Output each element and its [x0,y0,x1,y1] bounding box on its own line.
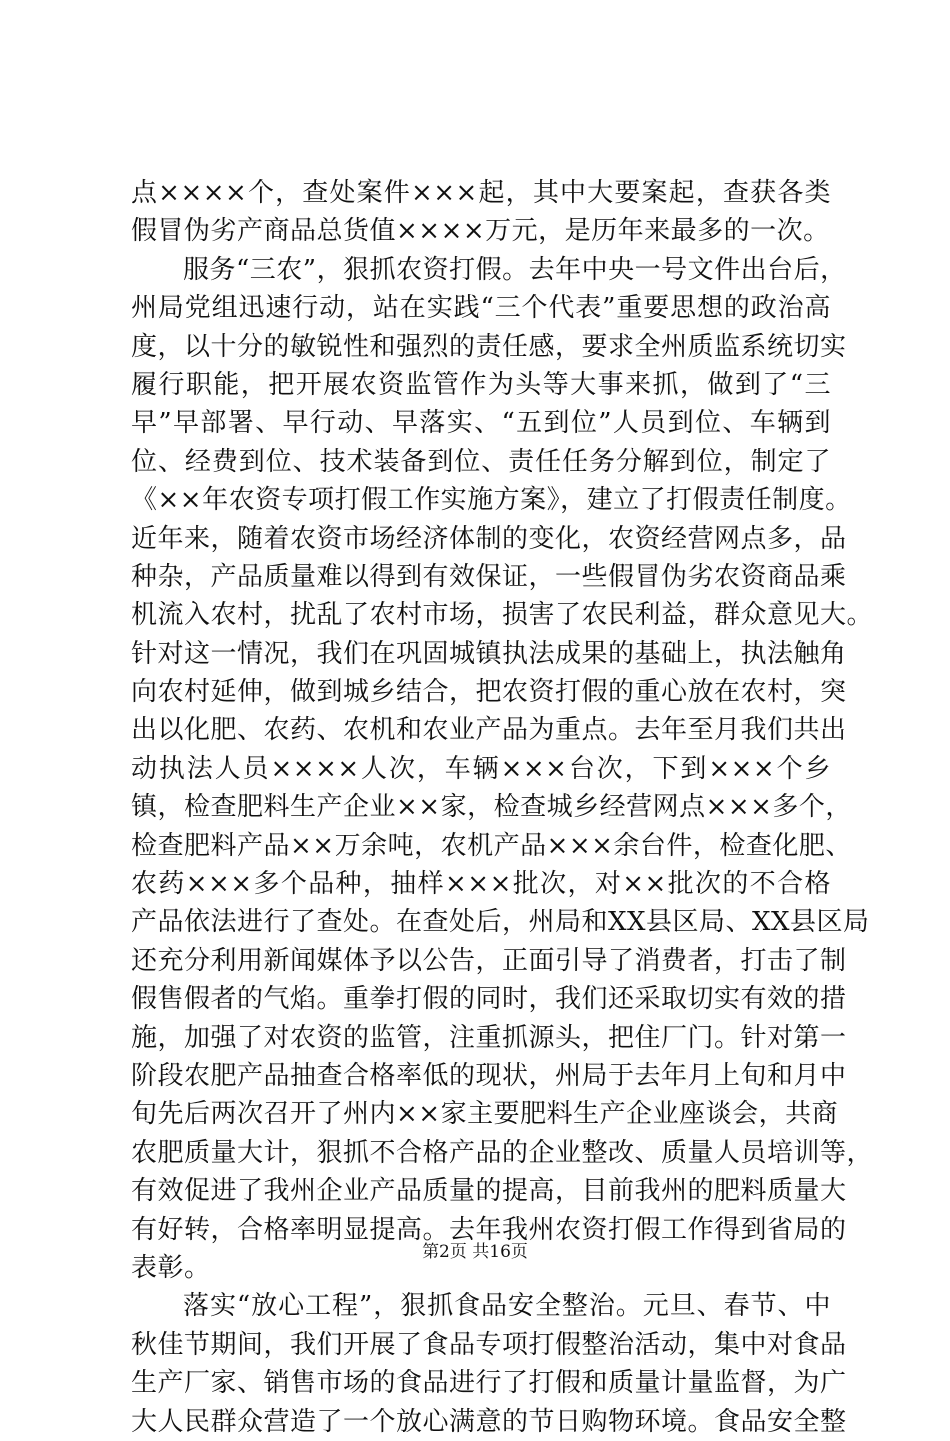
text-line: 产品依法进行了查处。在查处后，州局和XX县区局、XX县区局 [131,907,870,938]
text-line: 农肥质量大计，狠抓不合格产品的企业整改、质量人员培训等， [131,1137,874,1168]
text-line: 有好转，合格率明显提高。去年我州农资打假工作得到省局的 [131,1214,847,1245]
text-line: 检查肥料产品××万余吨，农机产品×××余台件，检查化肥、 [131,830,852,861]
text-line: 假冒伪劣产商品总货值××××万元，是历年来最多的一次。 [131,216,830,247]
text-line: 点××××个，查处案件×××起，其中大要案起，查获各类 [131,178,831,208]
text-line: 表彰。 [131,1252,211,1283]
page-footer: 第2页 共16页 [422,1242,528,1262]
text-line: 镇，检查肥料生产企业××家，检查城乡经营网点×××多个， [131,792,852,823]
text-line: 向农村延伸，做到城乡结合，把农资打假的重心放在农村，突 [131,677,847,708]
text-line: 农药×××多个品种，抽样×××批次，对××批次的不合格 [131,869,831,900]
text-line: 动执法人员××××人次，车辆×××台次，下到×××个乡 [131,753,831,784]
text-line: 生产厂家、销售市场的食品进行了打假和质量计量监督，为广 [131,1368,847,1399]
text-line: 落实“放心工程”，狠抓食品安全整治。元旦、春节、中 [183,1291,831,1322]
text-line: 针对这一情况，我们在巩固城镇执法成果的基础上，执法触角 [131,638,847,669]
text-line: 州局党组迅速行动，站在实践“三个代表”重要思想的政治高 [131,293,831,324]
text-line: 假售假者的气焰。重拳打假的同时，我们还采取切实有效的措 [131,984,847,1015]
text-line: 履行职能，把开展农资监管作为头等大事来抓，做到了“三 [131,369,831,400]
text-line: 位、经费到位、技术装备到位、责任任务分解到位，制定了 [131,446,831,477]
text-line: 阶段农肥产品抽查合格率低的现状，州局于去年月上旬和月中 [131,1060,847,1091]
text-line: 还充分利用新闻媒体予以公告，正面引导了消费者，打击了制 [131,945,847,976]
text-line: 有效促进了我州企业产品质量的提高，目前我州的肥料质量大 [131,1176,847,1207]
text-line: 旬先后两次召开了州内××家主要肥料生产企业座谈会，共商 [131,1099,839,1130]
text-line: 大人民群众营造了一个放心满意的节日购物环境。食品安全整 [131,1406,847,1437]
text-line: 出以化肥、农药、农机和农业产品为重点。去年至月我们共出 [131,715,847,746]
text-line: 近年来，随着农资市场经济体制的变化，农资经营网点多，品 [131,523,847,554]
text-line: 服务“三农”，狠抓农资打假。去年中央一号文件出台后， [183,254,847,285]
text-line: 机流入农村，扰乱了农村市场，损害了农民利益，群众意见大。 [131,600,874,631]
text-line: 度，以十分的敏锐性和强烈的责任感，要求全州质监系统切实 [131,331,847,362]
text-line: 秋佳节期间，我们开展了食品专项打假整治活动，集中对食品 [131,1329,847,1360]
text-line: 种杂，产品质量难以得到有效保证，一些假冒伪劣农资商品乘 [131,561,847,592]
text-line: 施，加强了对农资的监管，注重抓源头，把住厂门。针对第一 [131,1022,847,1053]
text-line: 早”早部署、早行动、早落实、“五到位”人员到位、车辆到 [131,408,831,439]
text-line: 《××年农资专项打假工作实施方案》，建立了打假责任制度。 [131,485,852,516]
